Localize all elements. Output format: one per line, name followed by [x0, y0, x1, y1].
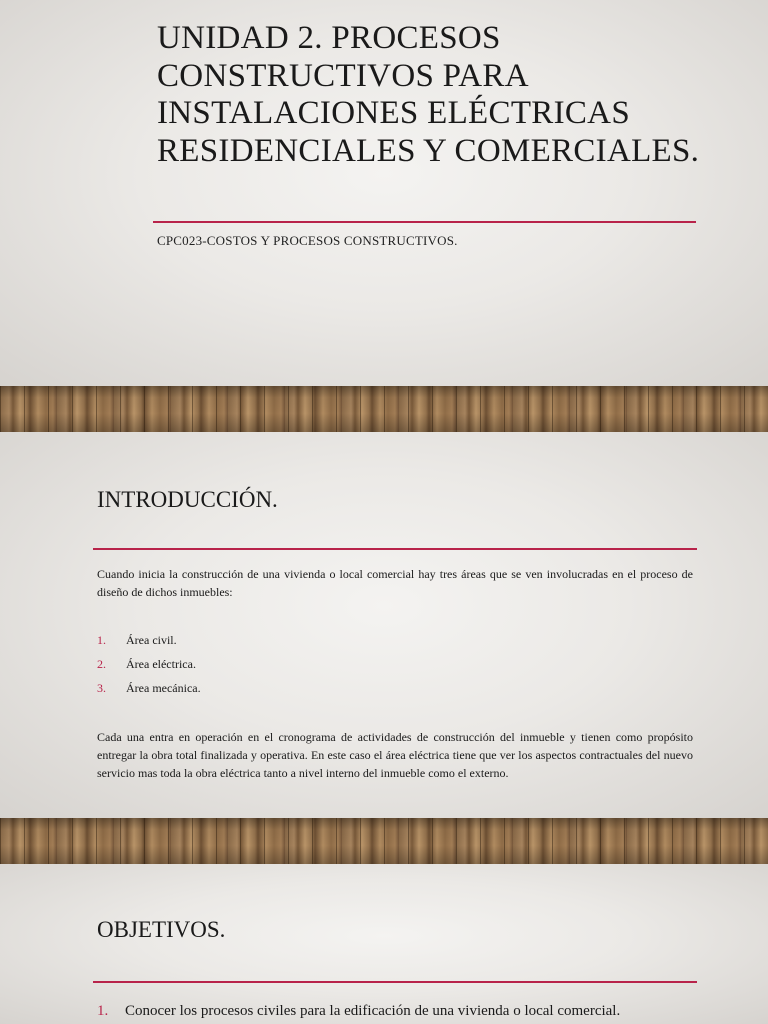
list-text: Área civil. — [126, 633, 177, 647]
list-item — [97, 1001, 620, 1021]
intro-paragraph: Cuando inicia la construcción de una vivienda o local comercial hay tres áreas que se ven involucradas en el proceso de diseño de dichos inmuebles: — [97, 567, 693, 599]
list-number: 3. — [97, 681, 106, 695]
closing-paragraph: Cada una entra en operación en el cronograma de actividades de construcción del inmueble y tienen como propósito entregar la obra total finalizada y operativa. En este caso el área eléctrica tiene que ver los aspectos contractuales del nuevo servicio mas toda la obra eléctrica tanto a nivel interno del inmueble como el externo. — [97, 730, 693, 780]
slide-title-heading: UNIDAD 2. PROCESOS CONSTRUCTIVOS PARA INSTALACIONES ELÉCTRICAS RESIDENCIALES Y COMERCIALES. — [157, 20, 700, 169]
objectives-list — [97, 1001, 620, 1021]
slide-introduccion — [0, 432, 768, 818]
slide-subtitle: CPC023-COSTOS Y PROCESOS CONSTRUCTIVOS. — [157, 233, 458, 248]
title-divider — [153, 221, 696, 223]
list-number: 1. — [97, 633, 106, 647]
wood-floor-divider — [0, 818, 768, 864]
list-item — [97, 628, 201, 652]
wood-floor-divider — [0, 386, 768, 432]
objectives-divider — [93, 981, 697, 983]
list-text: Área eléctrica. — [126, 657, 196, 671]
list-item — [97, 676, 201, 700]
slide-objetivos — [0, 864, 768, 1024]
list-number: 2. — [97, 657, 106, 671]
list-number: 1. — [97, 1003, 109, 1019]
list-text: Área mecánica. — [126, 681, 201, 695]
slide-title — [0, 0, 768, 386]
objectives-heading: OBJETIVOS. — [97, 917, 226, 942]
areas-list — [97, 628, 201, 700]
intro-heading: INTRODUCCIÓN. — [97, 487, 278, 512]
list-text: Conocer los procesos civiles para la edificación de una vivienda o local comercial. — [125, 1003, 621, 1019]
intro-divider — [93, 548, 697, 550]
list-item — [97, 652, 201, 676]
